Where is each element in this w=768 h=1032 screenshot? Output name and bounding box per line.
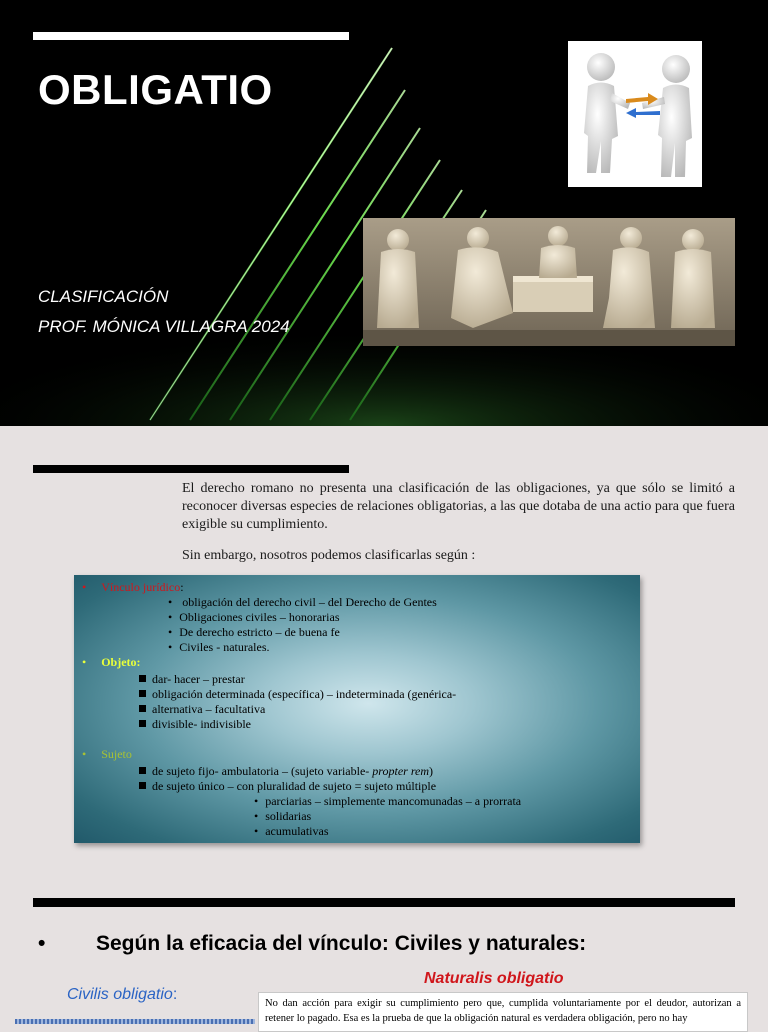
list-item: • De derecho estricto – de buena fe [168,625,340,639]
list-item: dar- hacer – prestar [139,672,245,687]
naturalis-title: Naturalis obligatio [424,970,564,987]
square-bullet-icon [139,690,146,697]
list-item: • obligación del derecho civil – del Derecho de Gentes [168,595,437,609]
square-bullet-icon [139,675,146,682]
efficacy-slide [0,866,768,1024]
list-item: • parciarias – simplemente mancomunadas – a prorrata [254,794,522,808]
title-accent-bar [33,32,349,40]
square-bullet-icon [139,782,146,789]
slide-accent-bar [33,465,349,473]
list-item: • solidarias [254,809,312,823]
bullet-icon: • [82,655,87,669]
list-item: divisible- indivisible [139,717,251,732]
list-item: • Civiles - naturales. [168,640,270,654]
classification-box [74,575,640,843]
classification-slide [0,432,768,866]
list-item: de sujeto fijo- ambulatoria – (sujeto variable- propter rem) [139,764,433,779]
bullet-icon: • [38,932,46,955]
bullet-icon: • [82,747,87,761]
intro-paragraph: El derecho romano no presenta una clasificación de las obligaciones, ya que sólo se limitó a reconocer diversas especies de relaciones obligatorias, a las que dotaba de una actio para que fuera exigible su cumplimiento. [182,481,735,532]
slide-heading [38,932,586,956]
slide-title: OBLIGATIO [38,66,273,113]
slide-author: PROF. MÓNICA VILLAGRA 2024 [38,317,290,336]
slide-subtitle: CLASIFICACIÓN [38,287,169,306]
list-item-sujeto [82,747,132,762]
title-slide [0,0,768,426]
slide-accent-bar [33,898,735,907]
civilis-title: Civilis obligatio: [67,986,178,1003]
list-item-vinculo: • Vínculo jurídico: [82,580,184,594]
bullet-icon: • [82,580,87,594]
square-bullet-icon [139,720,146,727]
square-bullet-icon [139,705,146,712]
list-item: alternativa – facultativa [139,702,265,717]
list-item-objeto [82,655,141,670]
list-item: obligación determinada (específica) – indeterminada (genérica- [139,687,456,702]
list-item: • acumulativas [254,824,329,838]
roman-relief-image [363,218,735,346]
naturalis-text-box: No dan acción para exigir su cumplimiento pero que, cumplida voluntariamente por el deudor, autorizan a retener lo pagado. Esa es la prueba de que la obligación natural es verdadera obligación, pero no hay [258,992,748,1032]
vinculo-label: Vínculo jurídico [101,580,181,594]
intro-lead: Sin embargo, nosotros podemos clasificarlas según : [182,548,476,563]
objeto-label: Objeto: [101,655,141,669]
sujeto-label: Sujeto [101,747,132,761]
list-item: • Obligaciones civiles – honorarias [168,610,340,624]
square-bullet-icon [139,767,146,774]
civilis-image-strip [15,1019,255,1024]
handshake-figures-image [568,41,702,187]
list-item: de sujeto único – con pluralidad de sujeto = sujeto múltiple [139,779,436,794]
slide-heading-text: Según la eficacia del vínculo: Civiles y naturales: [96,932,587,955]
